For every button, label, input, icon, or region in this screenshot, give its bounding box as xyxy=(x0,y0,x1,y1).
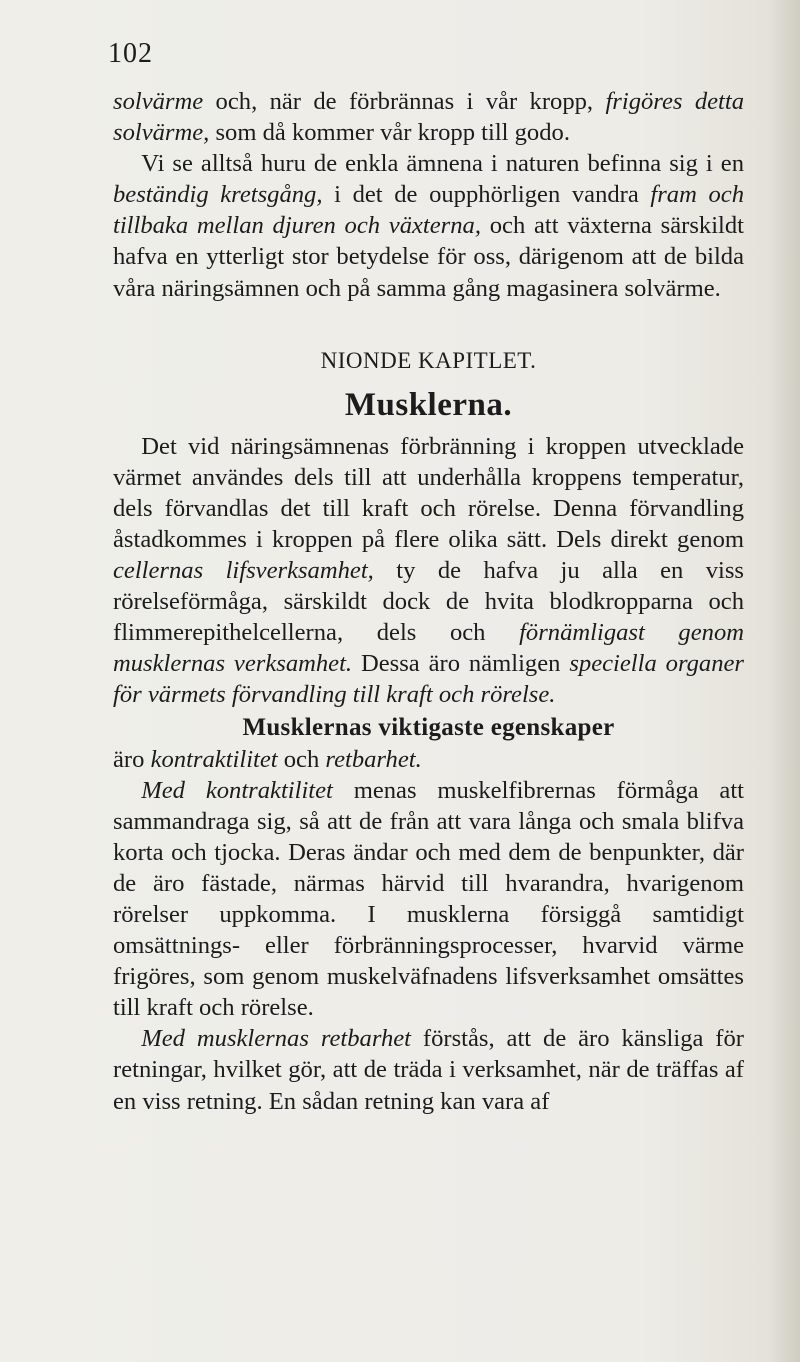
chapter-title: Musklerna. xyxy=(344,386,513,423)
italic-text: kontraktilitet xyxy=(150,745,278,773)
text-run: menas muskelfibrernas förmåga att sammandraga sig, så att de från att vara långa och smala blifva korta och tjocka. Deras ändar och med dem de benpunkter, där de äro fästade, närmas härvid till hvarandra, hvarigenom rörelser uppkomma. I musklerna försiggå samtidigt omsättnings- eller förbränningsprocesser, hvarvid värme frigöres, som genom muskelväfnadens lifsverksamhet omsättes till kraft och rörelse. xyxy=(113,776,744,1022)
text-run: ty de hafva ju alla en viss rörelseförmåga, särskildt dock de hvita blodkropparna och flimmerepithelcellerna, dels och xyxy=(113,557,744,647)
section-subheading: Musklernas viktigaste egenskaper xyxy=(242,713,615,741)
italic-text: cellernas lifsverksamhet, xyxy=(113,557,374,585)
paragraph-retbarhet xyxy=(113,1023,744,1116)
text-run: som då kommer vår kropp till godo. xyxy=(209,119,570,147)
text-run: Det vid näringsämnenas förbränning i kroppen utvecklade värmet användes dels till att underhålla kroppens temperatur, dels förvandlas det till kraft och rörelse. Denna förvandling åstadkommes i kroppen på flere olika sätt. Dels direkt genom xyxy=(113,432,744,553)
italic-text: frigöres detta solvärme, xyxy=(113,88,744,147)
italic-text: solvärme xyxy=(113,88,204,115)
italic-text: speciella organer för värmets förvandling till kraft och rörelse. xyxy=(113,650,744,709)
text-run: Vi se alltså huru de enkla ämnena i naturen befinna sig i en xyxy=(141,150,744,178)
italic-text: beständig kretsgång, xyxy=(113,181,323,209)
paragraph-varmet xyxy=(113,431,744,711)
text-run: äro xyxy=(113,745,151,773)
italic-text: fram och tillbaka mellan djuren och växterna, xyxy=(113,181,745,240)
text-run: och, när de förbrännas i vår kropp, xyxy=(203,88,606,115)
paragraph-kontraktilitet xyxy=(113,775,744,1024)
text-run: och att växterna särskildt hafva en ytterligt stor betydelse för oss, därigenom att de bilda våra näringsämnen och på samma gång magasinera solvärme. xyxy=(113,212,745,302)
italic-text: Med musklernas retbarhet xyxy=(141,1025,411,1053)
page-number: 102 xyxy=(108,38,153,69)
text-run: och xyxy=(277,745,326,773)
text-run: Dessa äro nämligen xyxy=(352,650,570,678)
page-body xyxy=(113,86,744,1117)
italic-text: Med kontraktilitet xyxy=(141,776,333,804)
paragraph-egenskaper xyxy=(113,744,744,775)
text-run: i det de oupphörligen vandra xyxy=(322,181,651,209)
italic-text: retbarhet. xyxy=(325,745,422,773)
text-run: förstås, att de äro känsliga för retningar, hvilket gör, att de träda i verksamhet, när de träffas af en viss retning. En sådan retning kan vara af xyxy=(113,1025,744,1115)
italic-text: förnämligast genom musklernas verksamhet. xyxy=(113,619,744,678)
paragraph-kretsgang xyxy=(113,148,744,303)
paragraph-solvarme xyxy=(113,86,744,148)
chapter-heading: NIONDE KAPITLET. xyxy=(320,347,537,373)
